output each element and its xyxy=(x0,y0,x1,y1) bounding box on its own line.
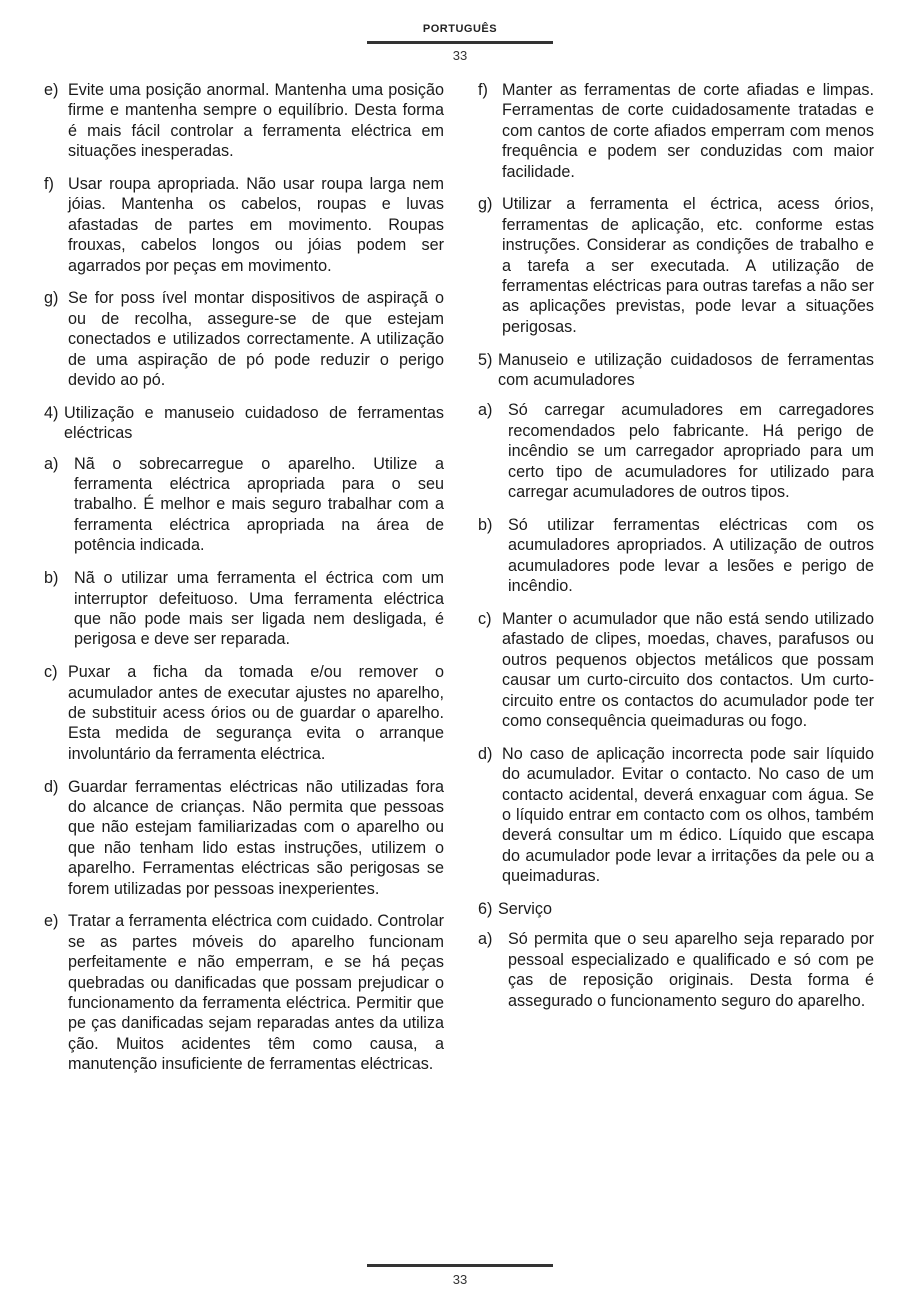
item-g-aspiracao xyxy=(44,288,444,390)
item-text: Usar roupa apropriada. Não usar roupa larga nem jóias. Mantenha os cabelos, roupas e luvas afastadas de partes em movimento. Roupas frouxas, cabelos longos ou jóias podem ser agarrados por peças em movimento. xyxy=(68,175,444,275)
header-page-number: 33 xyxy=(452,48,468,63)
left-column xyxy=(44,80,444,1087)
item-a-sobrecarga xyxy=(44,454,444,556)
item-marker: c) xyxy=(44,663,58,682)
item-text: Só carregar acumuladores em carregadores recomendados pelo fabricante. Há perigo de incêndio se um carregador apropriado para um certo tipo de acumuladores for utilizado para carregar acumuladores de outros tipos. xyxy=(508,401,874,502)
item-c-ficha xyxy=(44,662,444,764)
item-f-corte xyxy=(478,80,874,182)
section-marker: 5) xyxy=(478,350,493,369)
item-d-guardar xyxy=(44,777,444,899)
item-text: Evite uma posição anormal. Mantenha uma posição firme e mantenha sempre o equilíbrio. Desta forma é mais fácil controlar a ferramenta eléctrica em situações inesperadas. xyxy=(68,81,444,161)
item-b-acumuladores xyxy=(478,515,874,597)
item-text: Se for poss ível montar dispositivos de aspiraçã o ou de recolha, assegure-se de que estejam conectados e utilizados correctamente. A utilização de uma aspiração de pó pode reduzir o perigo devido ao pó. xyxy=(68,289,444,390)
footer-page-number: 33 xyxy=(452,1272,468,1287)
item-e-posicao xyxy=(44,80,444,162)
item-marker: g) xyxy=(478,195,493,214)
item-text: Manter o acumulador que não está sendo utilizado afastado de clipes, moedas, chaves, parafusos ou outros pequenos objectos metálicos que possam causar um curto-circuito dos contactos. Um curto-circuito entre os contactos do acumulador pode ter como consequência queimaduras ou fogo. xyxy=(502,609,874,730)
item-marker: e) xyxy=(44,912,59,931)
section-title: Manuseio e utilização cuidadosos de ferramentas com acumuladores xyxy=(498,350,874,390)
item-f-roupa xyxy=(44,174,444,276)
section-title: Serviço xyxy=(498,899,552,918)
item-marker: g) xyxy=(44,289,59,308)
item-text: Tratar a ferramenta eléctrica com cuidado. Controlar se as partes móveis do aparelho funcionam perfeitamente e não emperram, e se há peças quebradas ou danificadas que possam prejudicar o funcionamento da ferramenta eléctrica. Permitir que pe ças danificadas sejam reparadas antes da utiliza ção. Muitos acidentes têm como causa, a manutenção insuficiente de ferramentas eléctricas. xyxy=(68,912,444,1074)
item-d-liquido xyxy=(478,744,874,887)
item-text: Puxar a ficha da tomada e/ou remover o acumulador antes de executar ajustes no aparelho, de substituir acess órios ou de guardar o aparelho. Esta medida de segurança evita o arranque involuntário da ferramenta eléctrica. xyxy=(68,663,444,763)
item-a-reparado xyxy=(478,929,874,1011)
item-marker: b) xyxy=(478,515,493,534)
item-text: Nã o sobrecarregue o aparelho. Utilize a ferramenta eléctrica apropriada para o seu trabalho. É melhor e mais seguro trabalhar com a ferramenta eléctrica apropriada na área de potência indicada. xyxy=(74,454,444,555)
page-header xyxy=(0,22,920,64)
item-marker: c) xyxy=(478,609,492,628)
section-heading-4 xyxy=(44,403,444,444)
item-c-manter xyxy=(478,609,874,731)
item-marker: e) xyxy=(44,81,59,99)
item-text: Só permita que o seu aparelho seja reparado por pessoal especializado e qualificado e só com pe ças de reposição originais. Desta forma é assegurado o funcionamento seguro do aparelho. xyxy=(508,930,874,1010)
section-marker: 6) xyxy=(478,899,493,918)
item-text: Só utilizar ferramentas eléctricas com os acumuladores apropriados. A utilização de outros acumuladores pode levar a lesões e perigo de incêndio. xyxy=(508,515,874,596)
header-rule xyxy=(367,41,553,44)
item-a-carregar xyxy=(478,400,874,502)
item-marker: f) xyxy=(44,175,54,194)
item-b-interruptor xyxy=(44,568,444,650)
section-heading-5 xyxy=(478,350,874,391)
item-text: Manter as ferramentas de corte afiadas e limpas. Ferramentas de corte cuidadosamente tratadas e com cantos de corte afiados emperram com menos frequência e podem ser conduzidas com maior facilidade. xyxy=(502,81,874,181)
item-text: No caso de aplicação incorrecta pode sair líquido do acumulador. Evitar o contacto. No caso de um contacto acidental, deverá enxaguar com água. Se o líquido entrar em contacto com os olhos, também deverá consultar um m édico. Líquido que escapa do acumulador pode levar a irritações da pele ou a queimaduras. xyxy=(502,744,874,886)
item-marker: b) xyxy=(44,569,59,588)
item-marker: d) xyxy=(44,777,59,796)
item-marker: d) xyxy=(478,744,493,763)
item-marker: a) xyxy=(478,930,493,949)
page-footer xyxy=(0,1264,920,1288)
item-marker: a) xyxy=(44,454,59,473)
item-text: Utilizar a ferramenta el éctrica, acess órios, ferramentas de aplicação, etc. conforme estas instruções. Considerar as condições de trabalho e a tarefa a ser executada. A utilização de ferramentas eléctricas para outras tarefas a não ser as aplicações previstas, pode levar a situações perigosas. xyxy=(502,195,874,336)
footer-rule xyxy=(367,1264,553,1267)
right-column xyxy=(478,80,874,1023)
language-label: PORTUGUÊS xyxy=(422,23,498,35)
item-g-utilizar xyxy=(478,194,874,337)
section-title: Utilização e manuseio cuidadoso de ferramentas eléctricas xyxy=(64,403,444,443)
item-text: Nã o utilizar uma ferramenta el éctrica com um interruptor defeituoso. Uma ferramenta eléctrica que não pode mais ser ligada nem desligada, é perigosa e deve ser reparada. xyxy=(74,569,444,649)
section-heading-6 xyxy=(478,899,874,919)
item-marker: a) xyxy=(478,401,493,420)
item-e-tratar xyxy=(44,911,444,1074)
item-text: Guardar ferramentas eléctricas não utilizadas fora do alcance de crianças. Não permita que pessoas que não estejam familiarizadas com o aparelho ou que não tenham lido estas instruções, utilizem o aparelho. Ferramentas eléctricas são perigosas se forem utilizadas por pessoas inexperientes. xyxy=(68,777,444,898)
section-marker: 4) xyxy=(44,403,59,422)
item-marker: f) xyxy=(478,81,488,99)
